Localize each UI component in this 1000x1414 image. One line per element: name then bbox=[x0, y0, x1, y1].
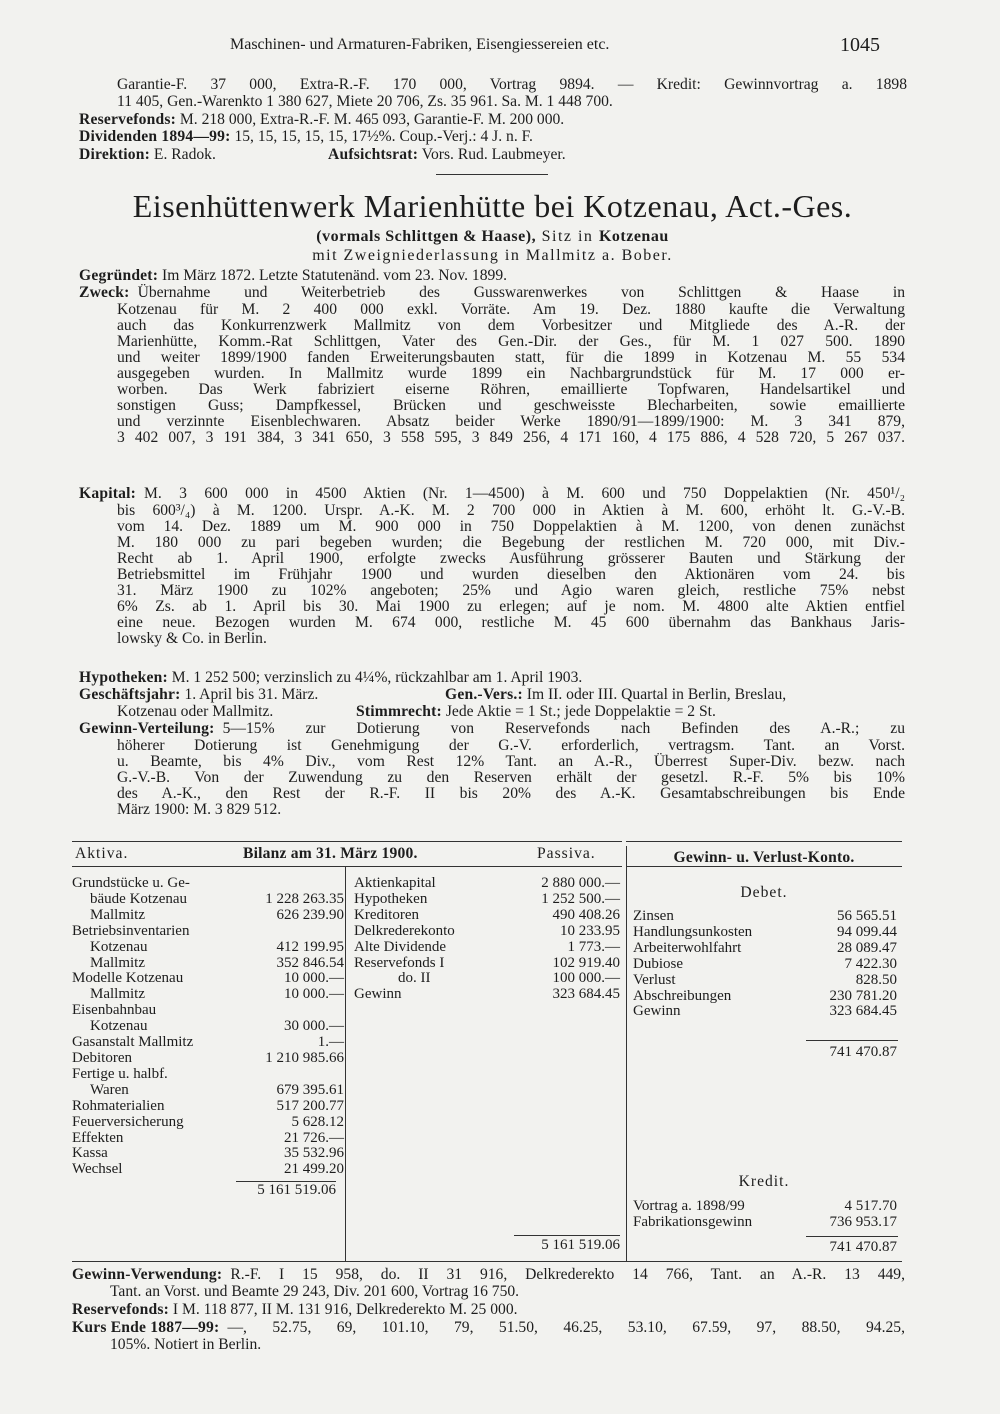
sum-rule bbox=[514, 1235, 620, 1236]
field-label: Dividenden 1894—99: bbox=[79, 128, 231, 145]
row-label: Fertige u. halbf. bbox=[72, 1065, 168, 1082]
row-label: Delkrederekonto bbox=[354, 922, 455, 939]
row-value: 4 517.70 bbox=[844, 1198, 897, 1214]
gegruendet-line bbox=[79, 268, 507, 284]
field-label: Hypotheken: bbox=[79, 669, 168, 686]
field-label: Kurs Ende 1887—99: bbox=[72, 1319, 220, 1336]
row-label: Modelle Kotzenau bbox=[72, 970, 184, 987]
table-row bbox=[633, 989, 897, 1005]
row-value: 736 953.17 bbox=[829, 1213, 897, 1230]
row-value: 679 395.61 bbox=[276, 1081, 344, 1098]
text-line: des A.-K., den Rest der R.-F. II bis 20% des A.-K. Gesamtabschreibungen bis Ende bbox=[117, 785, 905, 802]
geschaeftsjahr-line bbox=[79, 687, 318, 703]
table-row bbox=[72, 987, 344, 1003]
table-row bbox=[633, 941, 897, 957]
field-value: M. 3 600 000 in 4500 Aktien (Nr. 1—4500) à M. 600 und 750 Doppelaktien (Nr. 450¹/₂ bbox=[144, 485, 905, 502]
table-row bbox=[72, 876, 344, 892]
field-label: Gegründet: bbox=[79, 267, 159, 284]
debet-label: Debet. bbox=[740, 884, 788, 901]
text-line: bis 600³/₄) à M. 1200. Urspr. A.-K. M. 2 700 000 in Aktien à M. 600, erhöht lt. G.-V.-B. bbox=[117, 502, 905, 519]
field-value: E. Radok. bbox=[153, 146, 216, 163]
row-label: Vortrag a. 1898/99 bbox=[633, 1198, 745, 1214]
passiva-label: Passiva. bbox=[537, 845, 596, 862]
text-line: eine neue. Bezogen wurden M. 674 000, restliche M. 45 600 übernahm das Bankhaus Jaris- bbox=[117, 614, 905, 631]
field-label: Reservefonds: bbox=[79, 111, 177, 128]
text-line: Marienhütte, Komm.-Rat Schlittgen, Vater des Gen.-Dir. der Ges., für M. 1 027 500. 1890 bbox=[117, 333, 905, 350]
company-formerly bbox=[79, 228, 906, 246]
row-value: 1 228 263.35 bbox=[265, 890, 344, 907]
table-row bbox=[72, 956, 344, 972]
text-line: auch das Konkurrenzwerk Mallmitz von dem Vorbesitzer und Mitgliede des A.-R. der bbox=[117, 317, 905, 334]
table-row bbox=[72, 1003, 344, 1019]
table-row bbox=[72, 1067, 344, 1083]
row-value: 100 000.— bbox=[552, 970, 620, 987]
table-row bbox=[633, 973, 897, 989]
row-value: 28 089.47 bbox=[837, 939, 897, 956]
row-value: 21 726.— bbox=[284, 1129, 344, 1146]
table-rule bbox=[72, 841, 622, 842]
table-row bbox=[72, 971, 344, 987]
field-label: Gen.-Vers.: bbox=[445, 686, 523, 703]
text-line: M. 180 000 zu pari begeben wurden; die Begebung der restlichen M. 720 000, mit Div.- bbox=[117, 534, 905, 551]
aktiva-table bbox=[72, 876, 344, 1178]
row-label: Mallmitz bbox=[90, 906, 145, 923]
row-value: 10 000.— bbox=[284, 986, 344, 1003]
row-label: Gewinn bbox=[354, 986, 402, 1003]
table-row bbox=[633, 957, 897, 973]
verwendung-cont: Tant. an Vorst. und Beamte 29 243, Div. 201 600, Vortrag 16 750. bbox=[110, 1283, 520, 1300]
table-row bbox=[72, 940, 344, 956]
table-row bbox=[633, 1199, 897, 1215]
field-value: Jede Aktie = 1 St.; jede Doppelaktie = 2 St. bbox=[445, 703, 716, 720]
text-line: März 1900: M. 3 829 512. bbox=[117, 801, 282, 818]
text-line: 3 402 007, 3 191 384, 3 341 650, 3 558 595, 3 849 256, 4 171 160, 4 175 886, 4 528 720, 5 267 037. bbox=[117, 429, 905, 446]
company-title: Eisenhüttenwerk Marienhütte bei Kotzenau, Act.-Ges. bbox=[132, 188, 853, 224]
table-rule bbox=[626, 841, 902, 842]
row-value: 7 422.30 bbox=[844, 955, 897, 972]
kurs-line bbox=[72, 1320, 905, 1336]
row-label: Debitoren bbox=[72, 1049, 132, 1066]
field-value: M. 218 000, Extra-R.-F. M. 465 093, Garantie-F. M. 200 000. bbox=[179, 111, 565, 128]
row-label: Feuerversicherung bbox=[72, 1113, 184, 1130]
kapital-line bbox=[79, 486, 905, 502]
row-value: 626 239.90 bbox=[276, 906, 344, 923]
row-label: Gasanstalt Mallmitz bbox=[72, 1034, 194, 1051]
field-label: Kapital: bbox=[79, 485, 137, 502]
aktiva-label: Aktiva. bbox=[75, 845, 129, 862]
row-label: Kotzenau bbox=[90, 1018, 148, 1035]
row-value: 1.— bbox=[317, 1034, 344, 1051]
passiva-table bbox=[354, 876, 620, 1003]
text-line: und verzinnte Eisenblechwaren. Absatz beider Werke 1890/91—1899/1900: M. 3 341 879, bbox=[117, 413, 905, 430]
row-label: Mallmitz bbox=[90, 954, 145, 971]
text-line: ausgegeben wurden. In Mallmitz wurde 1899 ein Nachbargrundstück für M. 17 000 er- bbox=[117, 365, 905, 382]
table-row bbox=[72, 1099, 344, 1115]
stimmrecht-line bbox=[356, 704, 716, 720]
text-line: 6% Zs. ab 1. April bis 30. Mai 1900 zu erlegen; auf je nom. M. 4800 alte Aktien entfiel bbox=[117, 598, 905, 615]
table-row bbox=[633, 925, 897, 941]
text-line: 11 405, Gen.-Warenkto 1 380 627, Miete 20 706, Zs. 35 961. Sa. M. 1 448 700. bbox=[117, 93, 613, 110]
row-label: Gewinn bbox=[633, 1003, 681, 1020]
row-label: Rohmaterialien bbox=[72, 1097, 165, 1114]
row-label: Grundstücke u. Ge- bbox=[72, 875, 190, 891]
field-value: Übernahme und Weiterbetrieb des Gusswarenwerkes von Schlittgen & Haase in bbox=[137, 284, 905, 301]
field-value: 5—15% zur Dotierung von Reservefonds nach Befinden des A.-R.; zu bbox=[222, 720, 905, 737]
row-label: Kassa bbox=[72, 1145, 108, 1162]
sitz-place: Kotzenau bbox=[598, 228, 669, 245]
guv-title: Gewinn- u. Verlust-Konto. bbox=[673, 849, 855, 866]
field-label: Reservefonds: bbox=[72, 1301, 170, 1318]
row-label: Alte Dividende bbox=[354, 938, 447, 955]
table-row bbox=[72, 1019, 344, 1035]
sitz-text: Sitz in bbox=[541, 228, 594, 245]
page-number: 1045 bbox=[840, 34, 880, 56]
genvers-cont: Kotzenau oder Mallmitz. bbox=[117, 703, 274, 720]
row-label: Fabrikationsgewinn bbox=[633, 1213, 753, 1230]
reservefonds-line bbox=[79, 112, 564, 128]
row-label: Mallmitz bbox=[90, 986, 145, 1003]
table-row bbox=[72, 1115, 344, 1131]
row-value: 30 000.— bbox=[284, 1018, 344, 1035]
row-value: 517 200.77 bbox=[276, 1097, 344, 1114]
row-value: 56 565.51 bbox=[837, 908, 897, 924]
zweck-line bbox=[79, 285, 905, 301]
text-line: vom 14. Dez. 1889 um M. 900 000 in 750 Doppelaktien à M. 1200, von denen zunächst bbox=[117, 518, 905, 535]
separator-rule bbox=[436, 174, 548, 175]
text-line: G.-V.-B. Von der Zuwendung zu den Reserven erhält der gesetzl. R.-F. 5% bis 10% bbox=[117, 769, 905, 786]
table-row bbox=[72, 892, 344, 908]
field-label: Gewinn-Verwendung: bbox=[72, 1266, 223, 1283]
table-row bbox=[633, 909, 897, 925]
direktion-line bbox=[79, 147, 216, 163]
table-rule bbox=[72, 1261, 902, 1262]
row-value: 1 773.— bbox=[567, 938, 620, 955]
text-line: Betriebsmittel im Frühjahr 1900 und wurden dieselben den Aktionären vom 24. bis bbox=[117, 566, 905, 583]
field-value: I M. 118 877, II M. 131 916, Delkrederekto M. 25 000. bbox=[172, 1301, 518, 1318]
row-value: 490 408.26 bbox=[552, 906, 620, 923]
field-label: Geschäftsjahr: bbox=[79, 686, 181, 703]
sum-rule bbox=[806, 1236, 898, 1237]
field-label: Direktion: bbox=[79, 146, 151, 163]
row-label: Zinsen bbox=[633, 908, 674, 924]
row-label: Verlust bbox=[633, 971, 676, 988]
row-label: Wechsel bbox=[72, 1161, 123, 1178]
debet-total: 741 470.87 bbox=[829, 1044, 897, 1060]
text-line: Kotzenau für M. 2 400 000 exkl. Vorräte. Am 19. Dez. 1880 kaufte die Verwaltung bbox=[117, 301, 905, 318]
row-label: bäude Kotzenau bbox=[90, 890, 188, 907]
table-row bbox=[72, 1146, 344, 1162]
text-line: u. Beamte, bis 4% Div., vom Rest 12% Tant. an A.-R., Überrest Super-Div. bezw. nach bbox=[117, 753, 905, 770]
row-label: Hypotheken bbox=[354, 890, 428, 907]
field-value: Vors. Rud. Laubmeyer. bbox=[421, 146, 566, 163]
table-row bbox=[354, 876, 620, 892]
row-value: 21 499.20 bbox=[284, 1161, 344, 1178]
table-row bbox=[354, 956, 620, 972]
row-label: do. II bbox=[398, 970, 431, 987]
table-row bbox=[354, 924, 620, 940]
text-line: worben. Das Werk fabriziert eiserne Röhren, emaillierte Topfwaren, Handelsartikel und bbox=[117, 381, 905, 398]
row-value: 828.50 bbox=[855, 971, 897, 988]
text-line: sonstigen Guss; Dampfkessel, Brücken und geschweisste Blecharbeiten, sowie emaillierte bbox=[117, 397, 905, 414]
table-row bbox=[72, 1131, 344, 1147]
row-value: 2 880 000.— bbox=[541, 875, 620, 891]
row-value: 10 000.— bbox=[284, 970, 344, 987]
row-value: 323 684.45 bbox=[552, 986, 620, 1003]
gewinnverteilung-line bbox=[79, 721, 905, 737]
text-line: lowsky & Co. in Berlin. bbox=[117, 630, 267, 647]
kredit-label: Kredit. bbox=[738, 1173, 790, 1190]
row-value: 1 252 500.— bbox=[541, 890, 620, 907]
text-line: Garantie-F. 37 000, Extra-R.-F. 170 000, Vortrag 9894. — Kredit: Gewinnvortrag a. 1898 bbox=[117, 76, 907, 93]
row-value: 323 684.45 bbox=[829, 1003, 897, 1020]
field-value: M. 1 252 500; verzinslich zu 4¼%, rückzahlbar am 1. April 1903. bbox=[171, 669, 583, 686]
field-value: 1. April bis 31. März. bbox=[184, 686, 319, 703]
row-label: Handlungsunkosten bbox=[633, 923, 753, 940]
text-line: 31. März 1900 zu 102% angeboten; 25% und Agio waren gleich, restliche 75% nebst bbox=[117, 582, 905, 599]
table-row bbox=[633, 1215, 897, 1231]
kredit-table bbox=[633, 1199, 897, 1231]
row-value: 1 210 985.66 bbox=[265, 1049, 344, 1066]
aufsichtsrat-line bbox=[328, 147, 566, 163]
field-value: R.-F. I 15 958, do. II 31 916, Delkrederekto 14 766, Tant. an A.-R. 13 449, bbox=[230, 1266, 905, 1283]
table-row bbox=[72, 1083, 344, 1099]
table-row bbox=[354, 908, 620, 924]
field-label: Aufsichtsrat: bbox=[328, 146, 419, 163]
row-value: 352 846.54 bbox=[276, 954, 344, 971]
row-label: Reservefonds I bbox=[354, 954, 445, 971]
row-label: Betriebsinventarien bbox=[72, 922, 190, 939]
hypotheken-line bbox=[79, 670, 582, 686]
row-value: 102 919.40 bbox=[552, 954, 620, 971]
row-label: Waren bbox=[90, 1081, 129, 1098]
table-row bbox=[72, 1162, 344, 1178]
row-label: Eisenbahnbau bbox=[72, 1002, 157, 1019]
table-row bbox=[72, 1035, 344, 1051]
row-label: Abschreibungen bbox=[633, 987, 732, 1004]
kredit-total: 741 470.87 bbox=[829, 1239, 897, 1255]
bilanz-title: Bilanz am 31. März 1900. bbox=[243, 845, 418, 862]
field-value: —, 52.75, 69, 101.10, 79, 51.50, 46.25, 53.10, 67.59, 97, 88.50, 94.25, bbox=[227, 1319, 905, 1336]
table-row bbox=[633, 1004, 897, 1020]
field-value: Im März 1872. Letzte Statutenänd. vom 23. Nov. 1899. bbox=[162, 267, 508, 284]
text-line: Recht ab 1. April 1900, erfolgte zwecks Ausführung grösserer Bauten und Stärkung der bbox=[117, 550, 905, 567]
row-value: 10 233.95 bbox=[560, 922, 620, 939]
former-name: (vormals Schlittgen & Haase), bbox=[316, 228, 537, 245]
gewinnverteilung-block bbox=[117, 738, 905, 818]
table-row bbox=[354, 987, 620, 1003]
sum-rule bbox=[806, 1040, 898, 1041]
genvers-line bbox=[445, 687, 786, 703]
table-row bbox=[354, 971, 620, 987]
table-row bbox=[72, 1051, 344, 1067]
field-label: Zweck: bbox=[79, 284, 130, 301]
kapital-block bbox=[117, 503, 905, 647]
row-label: Aktienkapital bbox=[354, 875, 436, 891]
text-line: höherer Dotierung ist Genehmigung der G.-V. erforderlich, vertragsm. Tant. an Vorst. bbox=[117, 737, 905, 754]
table-row bbox=[354, 940, 620, 956]
table-row bbox=[72, 924, 344, 940]
zweck-block bbox=[117, 302, 905, 446]
row-label: Dubiose bbox=[633, 955, 683, 972]
text-line: und weiter 1899/1900 fanden Erweiterungsbauten statt, für die 1899 in Kotzenau M. 55 534 bbox=[117, 349, 905, 366]
table-divider bbox=[626, 846, 627, 1261]
table-row bbox=[72, 908, 344, 924]
passiva-total: 5 161 519.06 bbox=[541, 1237, 620, 1253]
dividenden-line bbox=[79, 129, 533, 145]
verwendung-line bbox=[72, 1267, 905, 1283]
field-value: 15, 15, 15, 15, 15, 17½%. Coup.-Verj.: 4 J. n. F. bbox=[234, 128, 533, 145]
table-divider bbox=[345, 866, 346, 1261]
row-value: 5 628.12 bbox=[291, 1113, 344, 1130]
reservefonds-line bbox=[72, 1302, 518, 1318]
kurs-cont: 105%. Notiert in Berlin. bbox=[110, 1336, 262, 1353]
field-label: Gewinn-Verteilung: bbox=[79, 720, 215, 737]
row-value: 230 781.20 bbox=[829, 987, 897, 1004]
row-label: Kreditoren bbox=[354, 906, 419, 923]
field-label: Stimmrecht: bbox=[356, 703, 442, 720]
row-label: Kotzenau bbox=[90, 938, 148, 955]
row-label: Effekten bbox=[72, 1129, 124, 1146]
row-value: 35 532.96 bbox=[284, 1145, 344, 1162]
aktiva-total: 5 161 519.06 bbox=[257, 1182, 336, 1198]
table-row bbox=[354, 892, 620, 908]
row-label: Arbeiterwohlfahrt bbox=[633, 939, 742, 956]
debet-table bbox=[633, 909, 897, 1020]
row-value: 412 199.95 bbox=[276, 938, 344, 955]
running-title: Maschinen- und Armaturen-Fabriken, Eisengiessereien etc. bbox=[230, 36, 610, 53]
company-branch: mit Zweigniederlassung in Mallmitz a. Bober. bbox=[312, 247, 673, 264]
row-value: 94 099.44 bbox=[837, 923, 897, 940]
table-rule bbox=[626, 866, 902, 867]
table-rule bbox=[72, 866, 622, 867]
field-value: Im II. oder III. Quartal in Berlin, Breslau, bbox=[526, 686, 787, 703]
